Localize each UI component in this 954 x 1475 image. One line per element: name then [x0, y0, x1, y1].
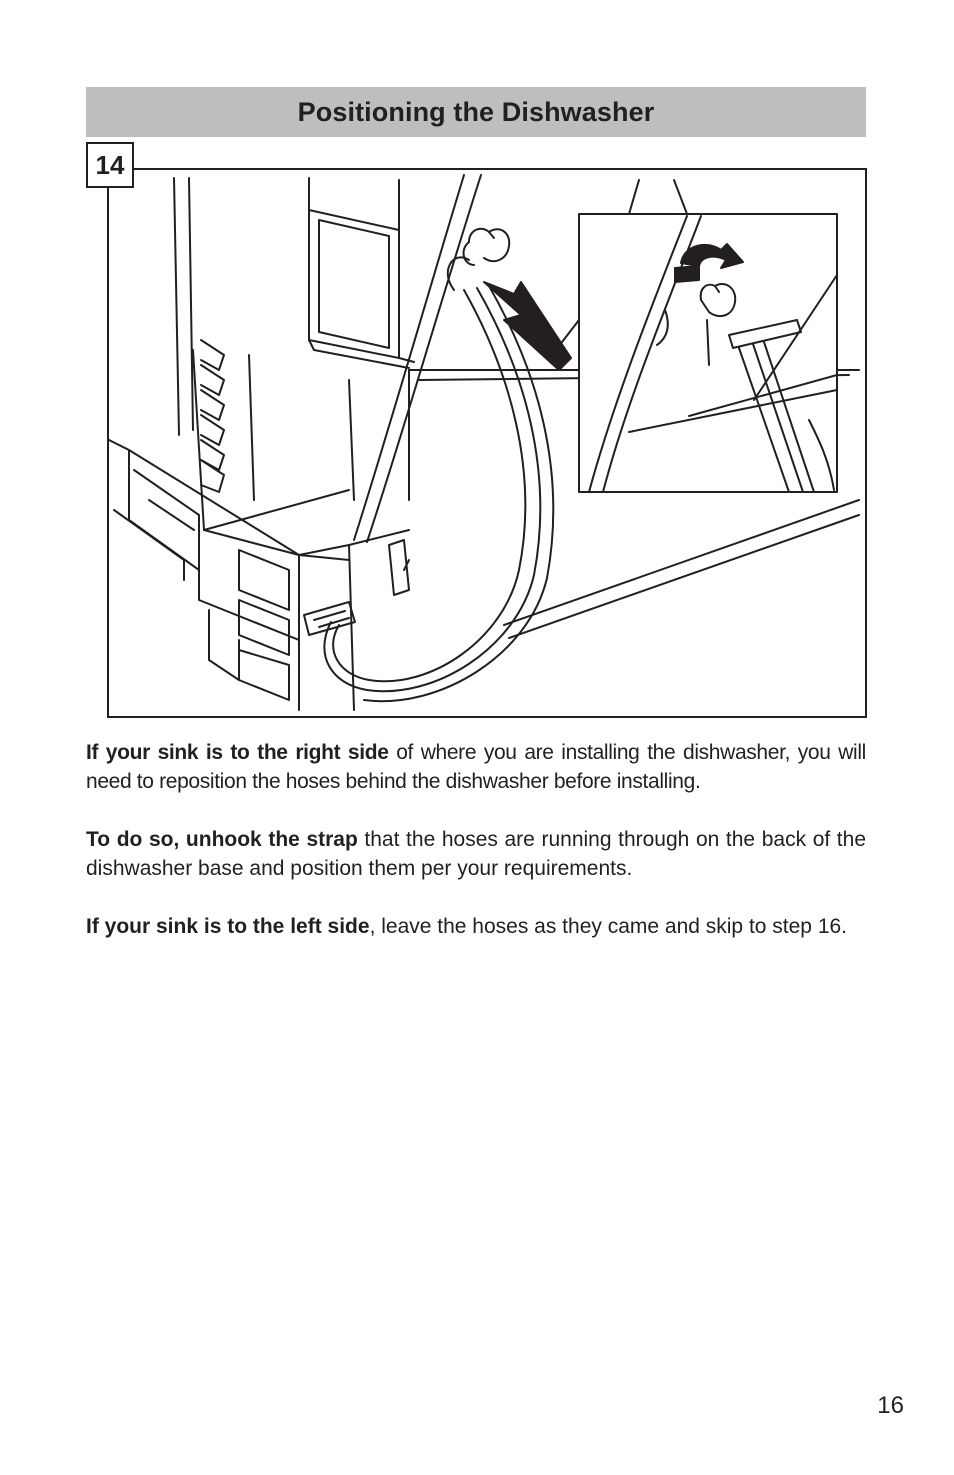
- section-title: Positioning the Dishwasher: [297, 96, 655, 127]
- paragraph-body: , leave the hoses as they came and skip to step 16.: [369, 915, 848, 938]
- paragraph-lead: To do so, unhook the strap: [86, 828, 358, 851]
- paragraph-lead: If your sink is to the right side: [86, 741, 389, 764]
- instruction-paragraph-unhook-strap: [86, 825, 866, 883]
- paragraph-body: that the hoses are running through on the back of the dishwasher base and position them per your requirements.: [86, 828, 867, 880]
- page-number: 16: [877, 1392, 904, 1419]
- figure-frame: [107, 168, 867, 718]
- step-number-badge: 14: [86, 142, 134, 188]
- paragraph-lead: If your sink is to the left side: [86, 915, 370, 938]
- instruction-paragraph-left-side: [86, 912, 866, 941]
- paragraph-body: of where you are installing the dishwasher, you will need to reposition the hoses behind the dishwasher before installing.: [86, 741, 866, 793]
- dishwasher-rear-illustration: [109, 170, 865, 716]
- instruction-paragraph-right-side: [86, 738, 866, 796]
- section-header: [86, 87, 866, 137]
